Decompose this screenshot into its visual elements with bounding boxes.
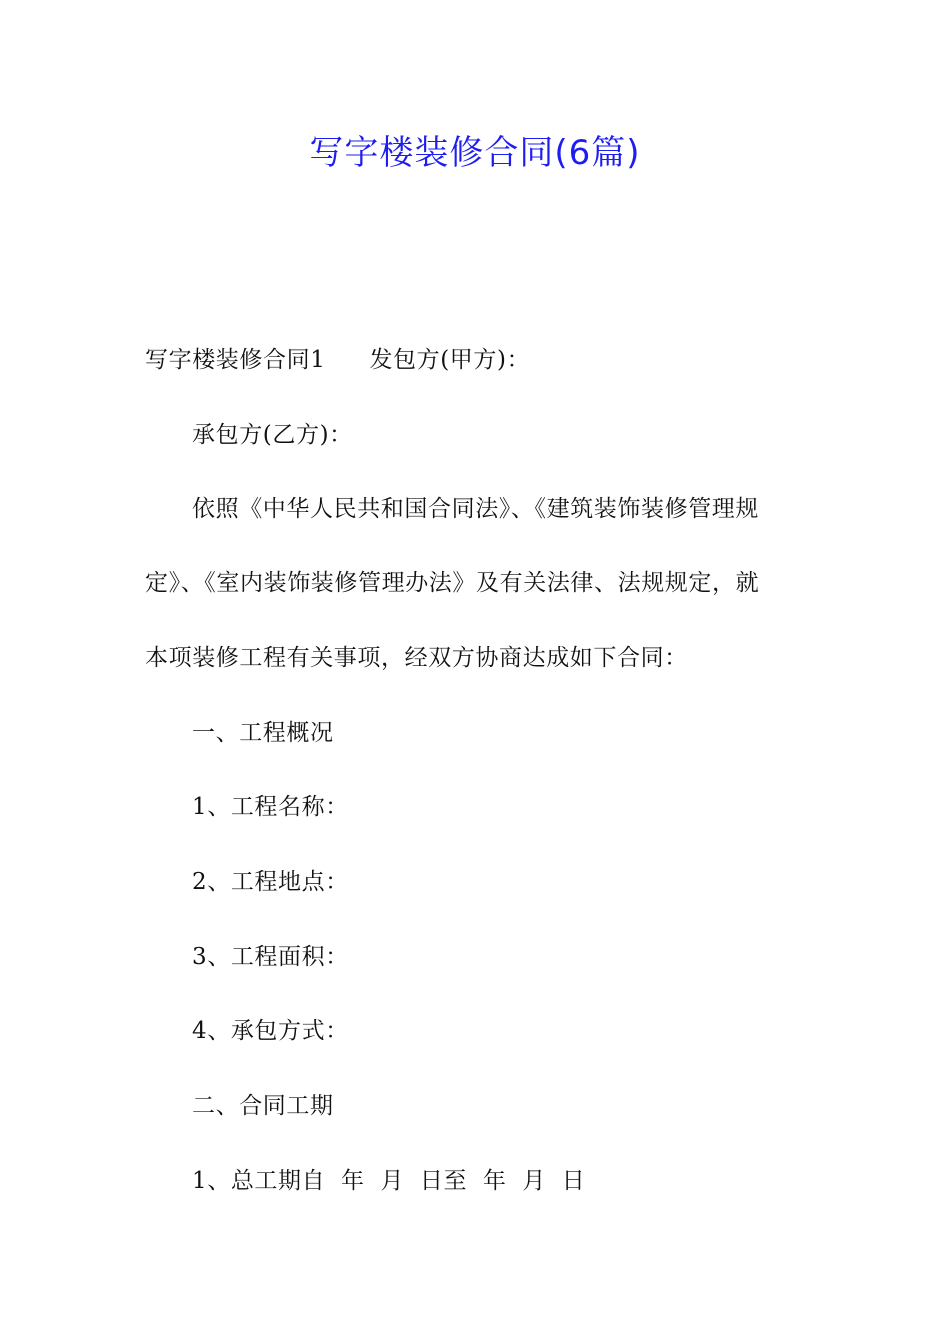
section-1-heading: 一、工程概况: [192, 720, 334, 746]
party-a-label: 发包方(甲方)：: [369, 347, 531, 373]
project-location-field: 2、工程地点：: [192, 869, 349, 895]
contract-subtitle: 写字楼装修合同1: [145, 347, 326, 373]
party-b-label: 承包方(乙方)：: [192, 422, 353, 448]
contract-method-field: 4、承包方式：: [192, 1018, 349, 1044]
contract-heading-line: [145, 345, 810, 375]
project-area-field: 3、工程面积：: [192, 944, 349, 970]
total-duration-field: 1、总工期自 年 月 日至 年 月 日: [192, 1168, 586, 1194]
section-2-heading: 二、合同工期: [192, 1093, 334, 1119]
intro-paragraph-line-3: 本项装修工程有关事项，经双方协商达成如下合同：: [145, 645, 688, 671]
intro-paragraph-line-2: 定》、《室内装饰装修管理办法》及有关法律、法规规定，就: [145, 570, 760, 596]
document-title: 写字楼装修合同(6篇): [309, 133, 641, 173]
intro-paragraph-line-1: 依照《中华人民共和国合同法》、《建筑装饰装修管理规: [192, 496, 759, 522]
project-name-field: 1、工程名称：: [192, 794, 349, 820]
